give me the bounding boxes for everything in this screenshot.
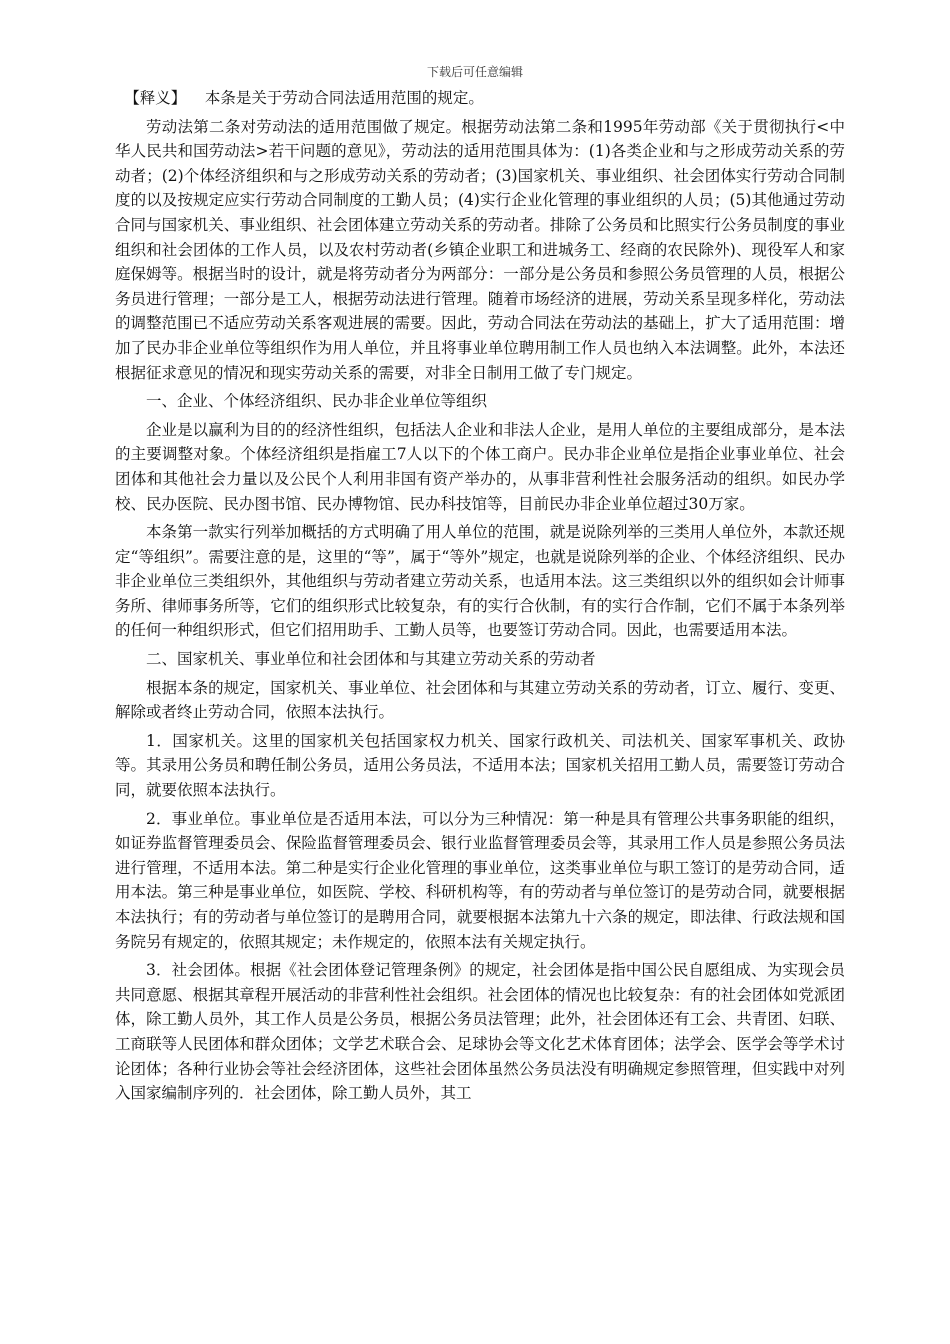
paragraph-public-institutions: 2．事业单位。事业单位是否适用本法，可以分为三种情况：第一种是具有管理公共事务职能的组织，如证券监督管理委员会、保险监督管理委员会、银行业监督管理委员会等，其录用工作人员是参照公务员法进行管理，不适用本法。第二种是实行企业化管理的事业单位，这类事业单位与职工签订的是劳动合同，适用本法。第三种是事业单位，如医院、学校、科研机构等，有的劳动者与单位签订的是劳动合同，就要根据本法执行；有的劳动者与单位签订的是聘用合同，就要根据本法第九十六条的规定，即法律、行政法规和国务院另有规定的，依照其规定；未作规定的，依照本法有关规定执行。 [115, 809, 845, 951]
page-header: 下载后可任意编辑 [426, 65, 523, 79]
section-heading-state-organs: 二、国家机关、事业单位和社会团体和与其建立劳动关系的劳动者 [146, 650, 596, 669]
paragraph-social-organizations: 3．社会团体。根据《社会团体登记管理条例》的规定，社会团体是指中国公民自愿组成、为实现会员共同意愿、根据其章程开展活动的非营利性社会组织。社会团体的情况也比较复杂：有的社会团体如党派团体，除工勤人员外，其工作人员是公务员，根据公务员法管理；此外，社会团体还有工会、共青团、妇联、工商联等人民团体和群众团体；文学艺术联合会、足球协会等文化艺术体育团体；法学会、医学会等学术讨论团体；各种行业协会等社会经济团体，这些社会团体虽然公务员法没有明确规定参照管理，但实践中对列入国家编制序列的．社会团体，除工勤人员外，其工 [115, 961, 845, 1103]
intro-text: 本条是关于劳动合同法适用范围的规定。 [204, 89, 484, 107]
intro-label: 【释义】 [124, 89, 187, 107]
paragraph-other-organizations: 本条第一款实行列举加概括的方式明确了用人单位的范围，就是说除列举的三类用人单位外，本款还规定“等组织”。需要注意的是，这里的“等”，属于“等外”规定，也就是说除列举的企业、个体经济组织、民办非企业单位三类组织外，其他组织与劳动者建立劳动关系，也适用本法。这三类组织以外的组织如会计师事务所、律师事务所等，它们的组织形式比较复杂，有的实行合伙制，有的实行合作制，它们不属于本条列举的任何一种组织形式，但它们招用助手、工勤人员等，也要签订劳动合同。因此，也需要适用本法。 [115, 523, 845, 640]
paragraph-state-organs-rule: 根据本条的规定，国家机关、事业单位、社会团体和与其建立劳动关系的劳动者，订立、履行、变更、解除或者终止劳动合同，依照本法执行。 [115, 678, 845, 722]
intro-paragraph [115, 86, 845, 111]
section-heading-enterprises: 一、企业、个体经济组织、民办非企业单位等组织 [146, 392, 488, 411]
document-body [115, 86, 845, 1110]
paragraph-enterprises: 企业是以赢利为目的的经济性组织，包括法人企业和非法人企业，是用人单位的主要组成部分，是本法的主要调整对象。个体经济组织是指雇工7人以下的个体工商户。民办非企业单位是指企业事业单位、社会团体和其他社会力量以及公民个人利用非国有资产举办的，从事非营利性社会服务活动的组织。如民办学校、民办医院、民办图书馆、民办博物馆、民办科技馆等，目前民办非企业单位超过30万家。 [115, 420, 845, 513]
paragraph-scope-overview: 劳动法第二条对劳动法的适用范围做了规定。根据劳动法第二条和1995年劳动部《关于贯彻执行<中华人民共和国劳动法>若干问题的意见》，劳动法的适用范围具体为：(1)各类企业和与之形成劳动关系的劳动者；(2)个体经济组织和与之形成劳动关系的劳动者；(3)国家机关、事业组织、社会团体实行劳动合同制度的以及按规定应实行劳动合同制度的工勤人员；(4)实行企业化管理的事业组织的人员；(5)其他通过劳动合同与国家机关、事业组织、社会团体建立劳动关系的劳动者。排除了公务员和比照实行公务员制度的事业组织和社会团体的工作人员，以及农村劳动者(乡镇企业职工和进城务工、经商的农民除外)、现役军人和家庭保姆等。根据当时的设计，就是将劳动者分为两部分：一部分是公务员和参照公务员管理的人员，根据公务员进行管理；一部分是工人，根据劳动法进行管理。随着市场经济的进展，劳动关系呈现多样化，劳动法的调整范围已不适应劳动关系客观进展的需要。因此，劳动合同法在劳动法的基础上，扩大了适用范围：增加了民办非企业单位等组织作为用人单位，并且将事业单位聘用制工作人员也纳入本法调整。此外，本法还根据征求意见的情况和现实劳动关系的需要，对非全日制用工做了专门规定。 [115, 117, 845, 382]
paragraph-state-organs: 1．国家机关。这里的国家机关包括国家权力机关、国家行政机关、司法机关、国家军事机关、政协等。其录用公务员和聘任制公务员，适用公务员法，不适用本法；国家机关招用工勤人员，需要签订劳动合同，就要依照本法执行。 [115, 731, 845, 800]
